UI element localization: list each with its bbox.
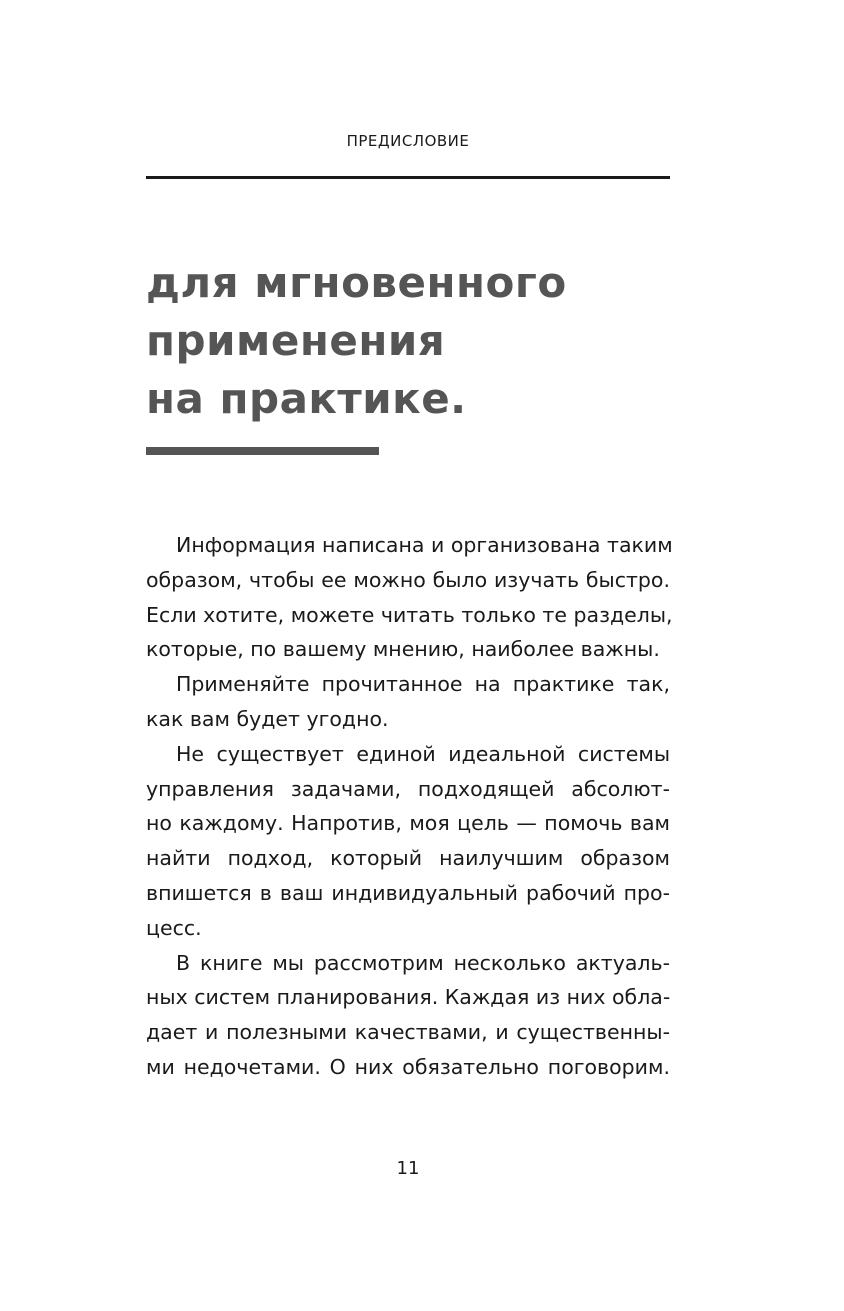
text-line: цесс. (146, 915, 202, 940)
paragraph (146, 946, 670, 1085)
paragraph (146, 737, 670, 946)
text-line: Не существует единой идеальной системы (176, 741, 670, 766)
chapter-heading (146, 254, 686, 428)
page-number: 11 (396, 1158, 420, 1179)
text-line: В книге мы рассмотрим несколько актуаль- (176, 950, 670, 975)
text-line: впишется в ваш индивидуальный рабочий про- (146, 880, 670, 905)
paragraph (146, 667, 670, 737)
text-line: найти подход, который наилучшим образом (146, 846, 670, 871)
heading-accent-bar (146, 447, 379, 455)
header-divider (146, 176, 670, 179)
text-line: образом, чтобы ее можно было изучать быстро. (146, 567, 670, 592)
body-text (146, 528, 673, 1085)
text-line: которые, по вашему мнению, наиболее важны. (146, 637, 660, 662)
heading-line: для мгновенного (146, 258, 567, 307)
text-line: ми недочетами. О них обязательно поговорим. (146, 1054, 670, 1079)
heading-line: на практике. (146, 374, 467, 423)
heading-line: применения (146, 316, 446, 365)
text-line: Применяйте прочитанное на практике так, (176, 672, 670, 697)
text-line: как вам будет угодно. (146, 706, 389, 731)
text-line: но каждому. Напротив, моя цель — помочь вам (146, 811, 670, 836)
text-line: Если хотите, можете читать только те разделы, (146, 602, 673, 627)
text-line: ных систем планирования. Каждая из них обла- (146, 985, 671, 1010)
running-head: ПРЕДИСЛОВИЕ (346, 132, 470, 150)
text-line: Информация написана и организована таким (176, 533, 673, 557)
text-line: дает и полезными качествами, и существенны- (146, 1020, 670, 1045)
text-line: управления задачами, подходящей абсолют- (146, 776, 670, 801)
paragraph (146, 528, 673, 667)
